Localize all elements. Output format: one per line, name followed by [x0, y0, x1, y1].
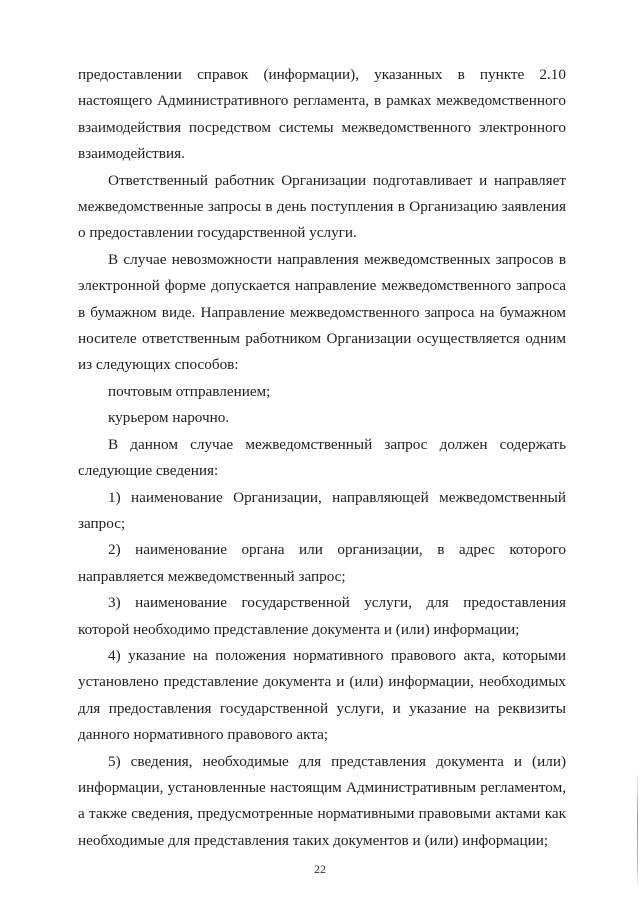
requirement-item-3: 3) наименование государственной услуги, для предоставления которой необходимо представление документа и (или) информации;: [78, 594, 566, 638]
scan-edge-shadow: [637, 770, 638, 890]
list-item-courier: курьером нарочно.: [108, 409, 230, 427]
requirement-item-2: 2) наименование органа или организации, в адрес которого направляется межведомственный запрос;: [78, 541, 566, 585]
page-number: 22: [314, 862, 326, 876]
paragraph-3: В случае невозможности направления межведомственных запросов в электронной форме допускается направление межведомственного запроса в бумажном виде. Направление межведомственного запроса на бумажном носителе ответственным работником Организации осуществляется одним из следующих способов:: [78, 250, 566, 374]
requirement-item-5: 5) сведения, необходимые для представления документа и (или) информации, установленные настоящим Административным регламентом, а также сведения, предусмотренные нормативными правовыми актами как необходимые для представления таких документов и (или) информации;: [78, 752, 566, 849]
paragraph-1: предоставлении справок (информации), указанных в пункте 2.10 настоящего Административного регламента, в рамках межведомственного взаимодействия посредством системы межведомственного электронного взаимодействия.: [78, 66, 566, 163]
requirement-item-4: 4) указание на положения нормативного правового акта, которыми установлено представление документа и (или) информации, необходимых для предоставления государственной услуги, и указание на реквизиты данного нормативного правового акта;: [78, 646, 566, 744]
list-item-postal: почтовым отправлением;: [108, 382, 271, 400]
paragraph-2: Ответственный работник Организации подготавливает и направляет межведомственные запросы в день поступления в Организацию заявления о предоставлении государственной услуги.: [78, 171, 566, 242]
requirement-item-1: 1) наименование Организации, направляющей межведомственный запрос;: [78, 488, 566, 532]
document-body: [78, 62, 566, 854]
paragraph-requirements-intro: В данном случае межведомственный запрос должен содержать следующие сведения:: [78, 435, 566, 480]
